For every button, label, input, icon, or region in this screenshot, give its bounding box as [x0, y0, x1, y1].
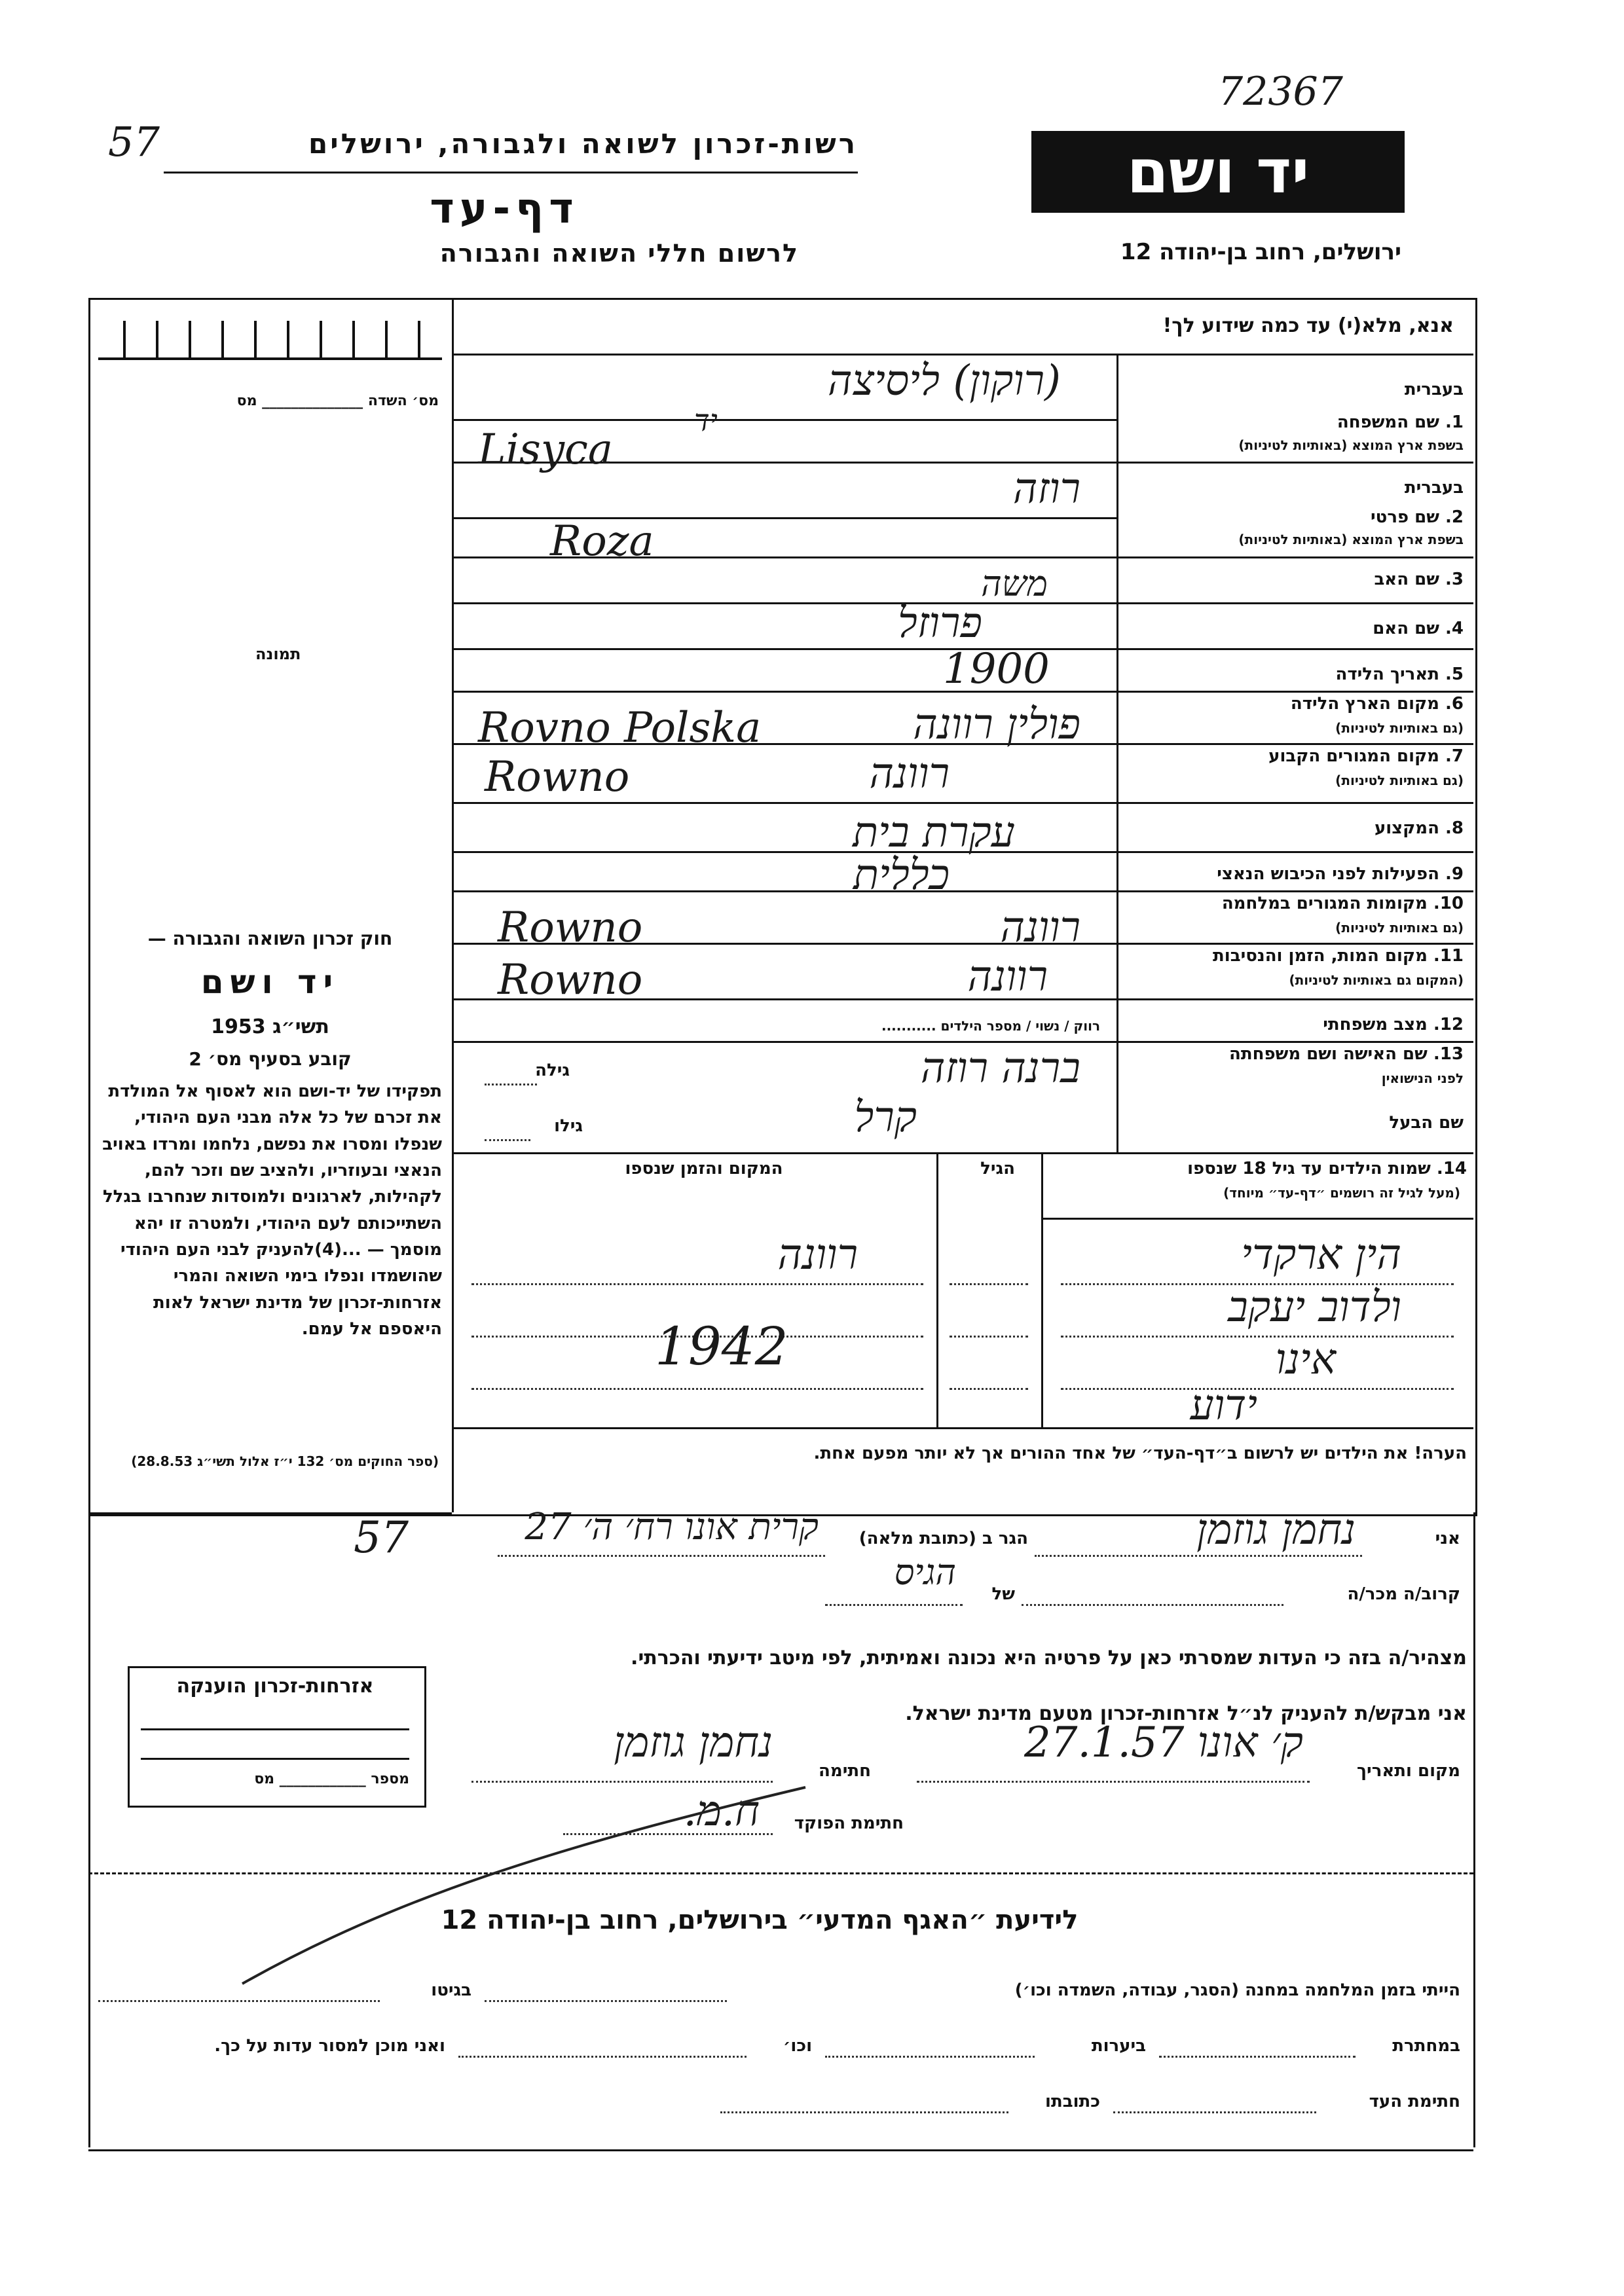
hw-family-name-he: (רוקון) ליסיצה	[828, 357, 1061, 405]
law-name: יד ושם	[200, 962, 340, 1001]
place-date-label: מקום ותאריך	[1357, 1761, 1460, 1781]
marital-options: רווק / נשוי / מספר הילדים ...........	[881, 1018, 1100, 1034]
war-places-label: 10. מקומות המגורים במלחמה	[1221, 894, 1464, 913]
law-year: תשי״ג 1953	[211, 1015, 329, 1038]
etc-label: וכו׳	[783, 2036, 812, 2056]
law-block	[98, 923, 442, 1342]
camp-line-label: הייתי בזמן המלחמה במחנה (הסגר, עבודה, השמדה וכו׳)	[1014, 1980, 1460, 2000]
husband-label: שם הבעל	[1389, 1113, 1464, 1133]
hw-place-date: ק׳ אונו 27.1.57	[1024, 1719, 1303, 1767]
children-col-divider	[936, 1152, 938, 1427]
dotted	[1022, 1604, 1283, 1606]
clerk-label: חתימת הפוקד	[794, 1813, 904, 1833]
law-text: תפקידו של יד-ושם הוא לאסוף אל המולדת את זכרם של כל אלה מבני העם היהודי, שנפלו ומסרו את נפשם, נלחמו ומרדו באויב הנאצי ובעוזריו, ולהציב שם וזכר להם, לקהילות, לארגונים ולמוסדות שנחרבו בגלל השתייכותם לעם היהודי, ולמטרה זו יהא מוסמך — ...(4)להעניק לבני העם היהודי שהושמדו ונפלו בימי השואה והמרי אזרחות-זכרון של מדינת ישראל לאות היאספם אל עמם.	[102, 1082, 442, 1339]
birth-place-sub: (גם באותיות לטיניות)	[1335, 720, 1464, 736]
hw-mother: פרוזל	[897, 599, 982, 647]
dotted	[1159, 2056, 1356, 2058]
hw-birth-place-latin: Rovno Polska	[478, 704, 762, 752]
witness-signature-label: חתימת העד	[1369, 2092, 1460, 2111]
rule	[452, 890, 1473, 892]
hw-corner-57: 57	[354, 1512, 409, 1563]
first-name-label: 2. שם פרטי	[1371, 507, 1464, 527]
witness-request: אני מבקש/ת להעניק לנ״ל אזרחות-זכרון מטעם מדינת ישראל.	[905, 1702, 1467, 1725]
dotted	[498, 1555, 825, 1557]
death-place-label: 11. מקום המות, הזמן והנסיבות	[1213, 946, 1464, 966]
family-name-sub: בשפת ארץ המוצא (באותיות לטיניות)	[1238, 437, 1464, 453]
underground-label: במחתרת	[1392, 2036, 1460, 2056]
hw-first-name-latin: Roza	[550, 517, 654, 566]
hw-birth-place-he: פולין רוונה	[913, 701, 1080, 749]
hw-child-2: ולדוב יעקב	[1228, 1283, 1401, 1332]
death-place-sub: (המקום גם באותיות לטיניות)	[1289, 972, 1464, 988]
children-note: הערה! את הילדים יש לרשום ב״דף-העד״ של אחד ההורים אך לא יותר מפעם אחת.	[813, 1444, 1467, 1463]
dotted	[98, 2000, 380, 2002]
dotted	[950, 1388, 1028, 1390]
dotted	[1113, 2111, 1316, 2113]
dotted	[825, 1604, 963, 1606]
dotted	[485, 2000, 727, 2002]
photo-label: תמונה	[255, 645, 301, 663]
corner-number: 57	[108, 118, 160, 166]
hw-children-year: 1942	[655, 1316, 788, 1377]
archive-id: 72367	[1218, 69, 1343, 115]
frame-left	[88, 1512, 90, 2147]
hw-occupation: עקרת בית	[853, 809, 1015, 857]
rule	[141, 1728, 409, 1730]
hw-death-place-he: רוונה	[967, 953, 1048, 1001]
war-places-sub: (גם באותיות לטיניות)	[1335, 920, 1464, 936]
rule	[452, 419, 1116, 421]
label-column-divider	[1116, 354, 1118, 1152]
activities-label: 9. הפעילות לפני הכיבוש הנאצי	[1217, 864, 1464, 884]
header-rule	[164, 172, 858, 173]
hw-witness-relation: הגיס	[894, 1552, 956, 1593]
spouse-sub: לפני הנישואין	[1381, 1070, 1464, 1086]
dotted	[471, 1388, 923, 1390]
hw-father: משה	[981, 563, 1048, 604]
birth-date-label: 5. תאריך הלידה	[1335, 665, 1464, 684]
law-footnote: (ספר החוקים מס׳ 132 י״ז אלול תשי״ג 28.8.53)	[131, 1453, 439, 1469]
frame-right	[1473, 1512, 1475, 2147]
dotted	[825, 2056, 1035, 2058]
header-address: ירושלים, רחוב בן-יהודה 12	[1120, 239, 1401, 265]
rule	[452, 802, 1473, 804]
hw-first-name-he: רוזה	[1012, 465, 1080, 513]
hw-witness-name: נחמן גוזמן	[1196, 1506, 1356, 1554]
husband-age-line	[485, 1139, 530, 1141]
residence-label: 7. מקום המגורים הקבוע	[1268, 746, 1464, 766]
yad-vashem-logo: יד ושם	[1031, 131, 1405, 213]
ready-testify-label: ואני מוכן למסור עדות על כך.	[214, 2036, 445, 2056]
birth-place-label: 6. מקום הארץ הלידה	[1290, 694, 1464, 714]
org-name: רשות-זכרון לשואה ולגבורה, ירושלים	[308, 128, 858, 160]
family-name-label: 1. שם המשפחה	[1337, 412, 1464, 432]
law-title: חוק זכרון השואה והגבורה —	[147, 928, 393, 949]
dotted	[917, 1781, 1310, 1783]
hw-clerk-signature: ח.מ.	[683, 1787, 760, 1836]
hw-residence-latin: Rowno	[485, 753, 630, 801]
dotted	[471, 1283, 923, 1285]
signature-label: חתימה	[819, 1761, 871, 1781]
father-label: 3. שם האב	[1374, 570, 1464, 589]
hw-child-4: ידוע	[1190, 1381, 1257, 1430]
hw-husband-name: קרל	[854, 1093, 917, 1142]
rule	[141, 1758, 409, 1760]
witness-declaration: מצהיר/ה בזה כי העדות שמסרתי כאן על פרטיה היא נכונה ואמיתית, לפי מיטב ידיעתי והכרתי.	[631, 1647, 1467, 1669]
punch-marks	[98, 308, 442, 360]
hw-activities: כללית	[853, 851, 950, 900]
rule	[452, 1041, 1473, 1043]
hw-signature: נחמן גוזמן	[614, 1719, 773, 1767]
citizenship-certificate-number: מספר ____________ מס	[254, 1771, 409, 1787]
in-hebrew-label-1: בעברית	[1404, 380, 1464, 399]
witness-i-label: אני	[1435, 1529, 1460, 1548]
children-age-col: הגיל	[980, 1159, 1015, 1178]
witness-of-label: של	[991, 1584, 1015, 1604]
hw-death-place-latin: Rowno	[498, 956, 643, 1004]
form-subtitle: לרשום חללי השואה והגבורה	[439, 239, 799, 268]
dotted	[458, 2056, 747, 2058]
hw-birth-year: 1900	[943, 645, 1050, 693]
rule	[452, 1427, 1473, 1429]
id-number-label: מס׳ השדה ______________ מס	[236, 393, 439, 409]
pen-stroke	[229, 1768, 819, 1997]
residence-sub: (גם באותיות לטיניות)	[1335, 773, 1464, 788]
witness-address-label: כתובתו	[1045, 2092, 1100, 2111]
rule	[452, 354, 1473, 355]
witness-residing-label: הגר ב (כתובת מלאה)	[858, 1529, 1028, 1548]
marital-label: 12. מצב משפחתי	[1323, 1015, 1464, 1034]
hw-witness-address: קרית אונו רח׳ ה׳ 27	[525, 1506, 819, 1548]
husband-age-label: גילו	[554, 1116, 583, 1136]
occupation-label: 8. המקצוע	[1374, 818, 1464, 838]
left-column-divider	[452, 298, 454, 1512]
law-clause: קובע בסעיף מס׳ 2	[189, 1048, 352, 1070]
hw-war-place-he: רוונה	[1000, 903, 1080, 952]
citizenship-certificate-title: אזרחות-זכרון הוענקה	[176, 1675, 374, 1698]
children-place-col: המקום והזמן שנספו	[625, 1159, 783, 1178]
please-fill-instruction: אנא, מלא(י) עד כמה שידוע לך!	[1162, 314, 1454, 337]
dotted	[950, 1336, 1028, 1338]
form-title: דף-עד	[430, 185, 579, 233]
in-hebrew-label-2: בעברית	[1404, 478, 1464, 498]
hw-war-place-latin: Rowno	[498, 903, 643, 952]
spouse-label: 13. שם האישה ושם משפחתה	[1229, 1044, 1464, 1064]
hw-residence-he: רוונה	[869, 750, 950, 798]
hw-family-name-latin: Lisyca	[478, 426, 613, 474]
ghetto-label: בגיטו	[431, 1980, 471, 2000]
children-sub: (מעל לגיל זה רושמים ״דף-עד״ מיוחד)	[1223, 1185, 1460, 1201]
hw-child-1: הין ארקדי	[1241, 1231, 1401, 1279]
hw-child-3: אינו	[1275, 1336, 1336, 1384]
witness-relative-label: קרוב/ה מכר/ה	[1347, 1584, 1460, 1604]
rule	[1041, 1218, 1473, 1220]
hw-family-name-mark: יד	[694, 403, 718, 438]
bottom-section-title: לידיעת ״האגף המדעי״ בירושלים, רחוב בן-יהודה 12	[441, 1905, 1079, 1935]
mother-label: 4. שם האם	[1373, 619, 1464, 638]
first-name-sub: בשפת ארץ המוצא (באותיות לטיניות)	[1238, 532, 1464, 547]
dotted	[950, 1283, 1028, 1285]
spouse-age-label: גילה	[535, 1061, 570, 1080]
hw-spouse-name: ברנה רוזה	[920, 1044, 1080, 1093]
children-col-divider	[1041, 1152, 1043, 1427]
hw-children-place: רוונה	[777, 1231, 858, 1279]
rule	[452, 1152, 1473, 1154]
forests-label: ביערות	[1091, 2036, 1146, 2056]
dotted	[720, 2111, 1008, 2113]
spouse-age-line	[485, 1084, 537, 1085]
children-label: 14. שמות הילדים עד גיל 18 שנספו	[1187, 1159, 1467, 1178]
dotted	[1035, 1555, 1362, 1557]
